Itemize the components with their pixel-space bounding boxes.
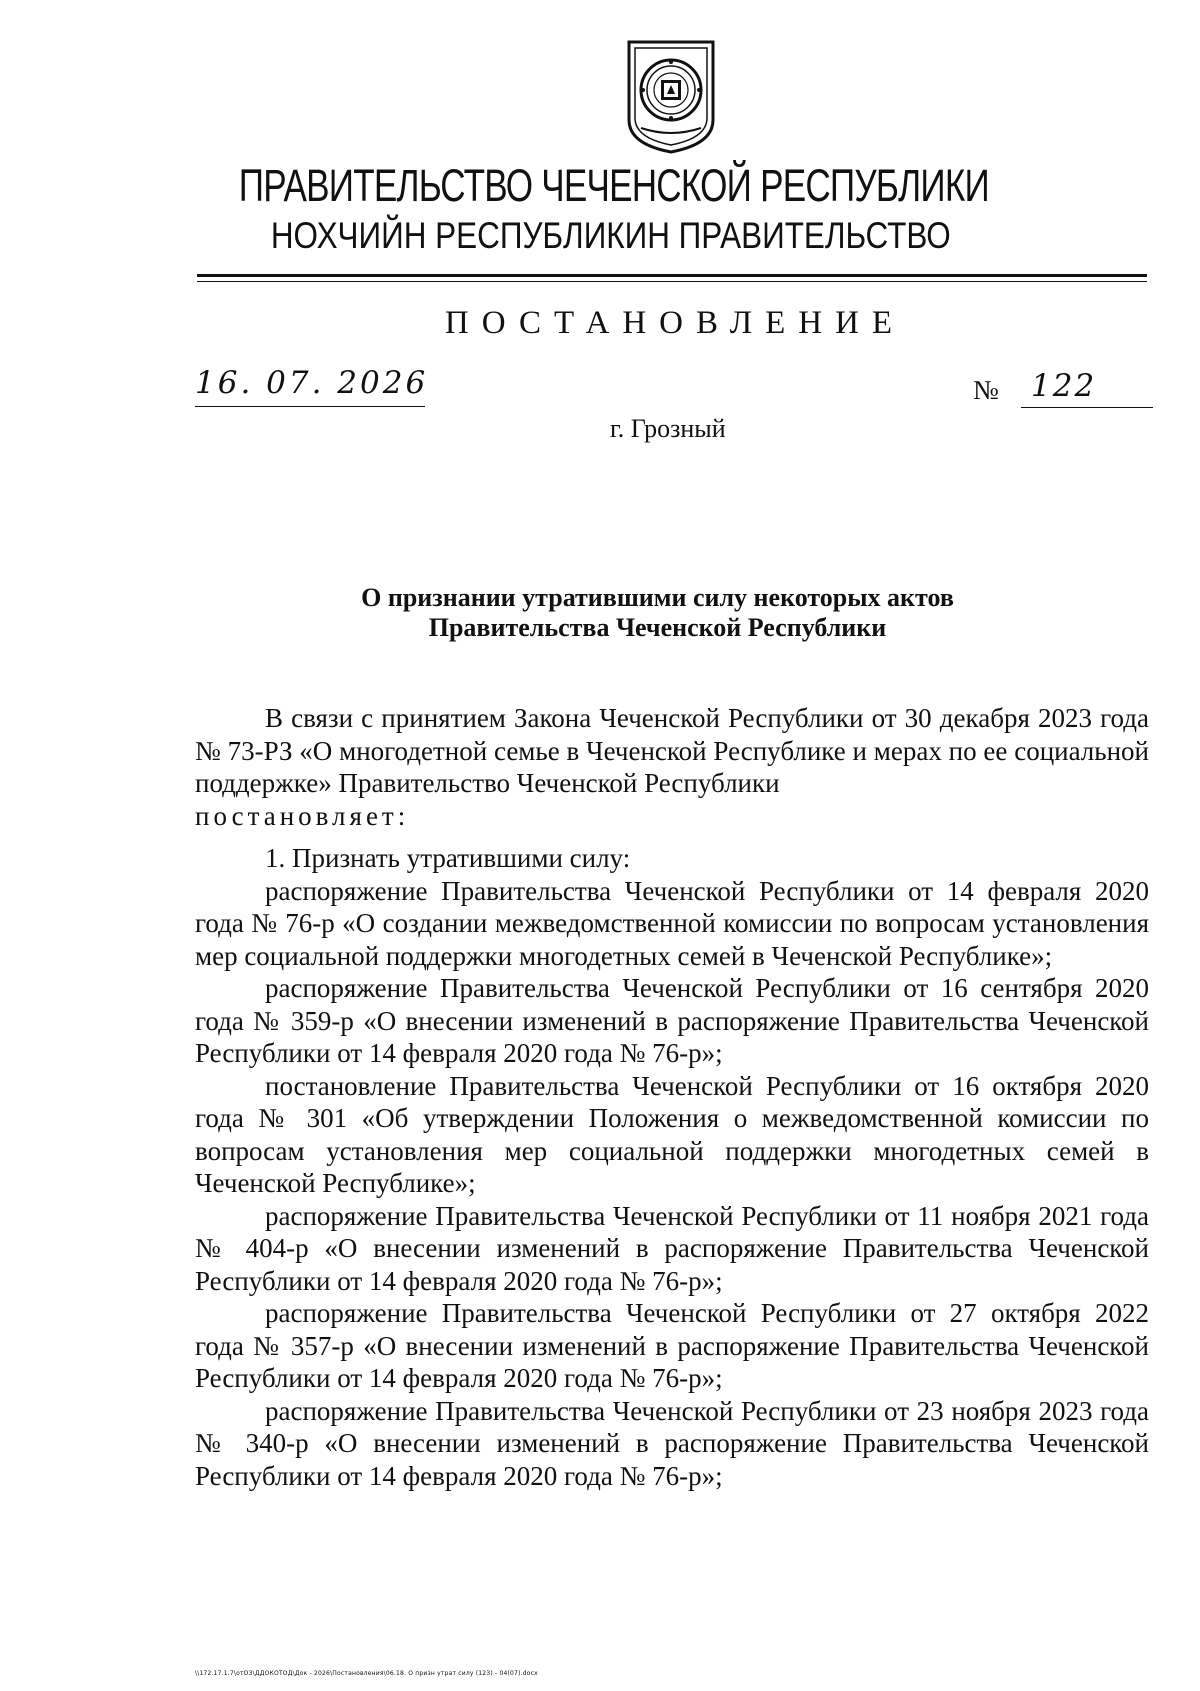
footer-file-path: \\172.17.1.7\отОЗ\ДДОКОТОД\Док - 2026\Постановления\06.18. О призн утрат силу (123) - 04(07).docx bbox=[195, 1670, 538, 1677]
document-date: 16. 07. 2026 bbox=[195, 365, 429, 401]
header-divider-thick bbox=[197, 274, 1147, 277]
number-sign: № bbox=[973, 375, 999, 405]
item-1-heading: 1. Признать утратившими силу: bbox=[265, 843, 631, 873]
document-body bbox=[195, 702, 1149, 1492]
act-item: постановление Правительства Чеченской Республики от 16 октября 2020 года № 301 «Об утверждении Положения о межведомственной комиссии по вопросам установления мер социальной поддержки многодетных семей в Чеченской Республике»; bbox=[195, 1070, 1149, 1198]
number-underline bbox=[1021, 407, 1153, 408]
document-city: г. Грозный bbox=[610, 414, 726, 443]
document-type: ПОСТАНОВЛЕНИЕ bbox=[444, 305, 906, 341]
preamble-text: В связи с принятием Закона Чеченской Республики от 30 декабря 2023 года № 73-РЗ «О многодетной семье в Чеченской Республике и мерах по ее социальной поддержке» Правительство Чеченской Республики bbox=[195, 703, 1149, 798]
act-item: распоряжение Правительства Чеченской Республики от 23 ноября 2023 года № 340-р «О внесении изменений в распоряжение Правительства Чеченской Республики от 14 февраля 2020 года № 76-р»; bbox=[195, 1395, 1149, 1491]
preamble-paragraph bbox=[195, 702, 1149, 800]
document-subject bbox=[0, 583, 1200, 643]
resolves-word: постановляет: bbox=[195, 800, 410, 831]
document-date-field bbox=[195, 361, 429, 407]
date-underline bbox=[195, 406, 425, 407]
document-number-field bbox=[973, 366, 1153, 410]
document-number: 122 bbox=[1031, 368, 1097, 404]
subject-line-1: О признании утратившими силу некоторых актов bbox=[361, 583, 954, 612]
act-item: распоряжение Правительства Чеченской Республики от 27 октября 2022 года № 357-р «О внесении изменений в распоряжение Правительства Чеченской Республики от 14 февраля 2020 года № 76-р»; bbox=[195, 1298, 1149, 1393]
header-divider-thin bbox=[197, 281, 1147, 282]
subject-line-2: Правительства Чеченской Республики bbox=[428, 613, 887, 642]
act-item: распоряжение Правительства Чеченской Республики от 14 февраля 2020 года № 76-р «О создании межведомственной комиссии по вопросам установления мер социальной поддержки многодетных семей в Чеченской Республике»; bbox=[195, 875, 1149, 971]
government-title-chechen: НОХЧИЙН РЕСПУБЛИКИН ПРАВИТЕЛЬСТВО bbox=[270, 215, 951, 256]
coat-of-arms-icon bbox=[625, 38, 717, 156]
government-title: ПРАВИТЕЛЬСТВО ЧЕЧЕНСКОЙ РЕСПУБЛИКИ bbox=[238, 160, 989, 211]
act-item: распоряжение Правительства Чеченской Республики от 11 ноября 2021 года № 404-р «О внесении изменений в распоряжение Правительства Чеченской Республики от 14 февраля 2020 года № 76-р»; bbox=[195, 1200, 1149, 1296]
act-item: распоряжение Правительства Чеченской Республики от 16 сентября 2020 года № 359-р «О внесении изменений в распоряжение Правительства Чеченской Республики от 14 февраля 2020 года № 76-р»; bbox=[195, 973, 1149, 1068]
